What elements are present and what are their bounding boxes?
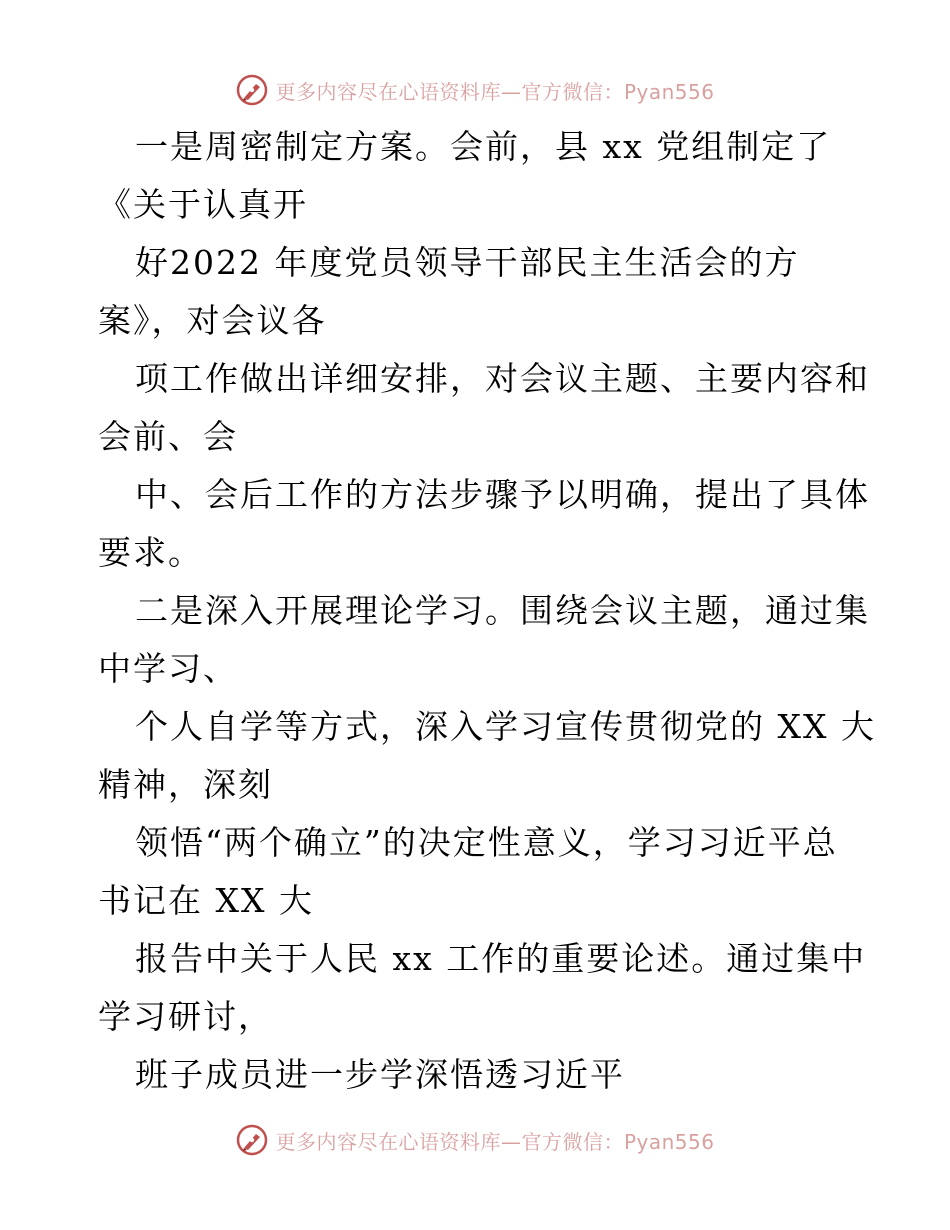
paragraph-line: 学习研讨， — [98, 997, 273, 1036]
paragraph-line: 中学习、 — [98, 649, 238, 688]
paragraph-line: 项工作做出详细安排，对会议主题、主要内容和 — [135, 359, 870, 398]
header-banner — [0, 70, 950, 110]
paragraph-line: 二是深入开展理论学习。围绕会议主题，通过集 — [135, 591, 870, 630]
paragraph-line: 班子成员进一步学深悟透习近平 — [135, 1055, 625, 1094]
paragraph-line: 一是周密制定方案。会前，县 xx 党组制定了 — [135, 127, 832, 166]
paragraph-line: 案》，对会议各 — [98, 301, 327, 340]
pen-logo-icon — [235, 73, 269, 107]
banner-text: 更多内容尽在心语资料库—官方微信：Pyan556 — [275, 79, 715, 104]
paragraph-line: 要求。 — [98, 533, 203, 572]
footer-banner — [0, 1120, 950, 1160]
paragraph-line: 会前、会 — [98, 417, 238, 456]
paragraph-line: 精神，深刻 — [98, 765, 273, 804]
paragraph-line: 好2022 年度党员领导干部民主生活会的方 — [135, 243, 800, 282]
banner-text: 更多内容尽在心语资料库—官方微信：Pyan556 — [275, 1129, 715, 1154]
pen-logo-icon — [235, 1123, 269, 1157]
paragraph-line: 书记在 XX 大 — [98, 881, 314, 920]
paragraph-line: 中、会后工作的方法步骤予以明确，提出了具体 — [135, 475, 870, 514]
paragraph-line: 领悟“两个确立”的决定性意义，学习习近平总 — [135, 823, 838, 862]
paragraph-line: 报告中关于人民 xx 工作的重要论述。通过集中 — [135, 939, 867, 978]
paragraph-line: 《关于认真开 — [98, 185, 308, 224]
paragraph-line: 个人自学等方式，深入学习宣传贯彻党的 XX 大 — [135, 707, 876, 746]
